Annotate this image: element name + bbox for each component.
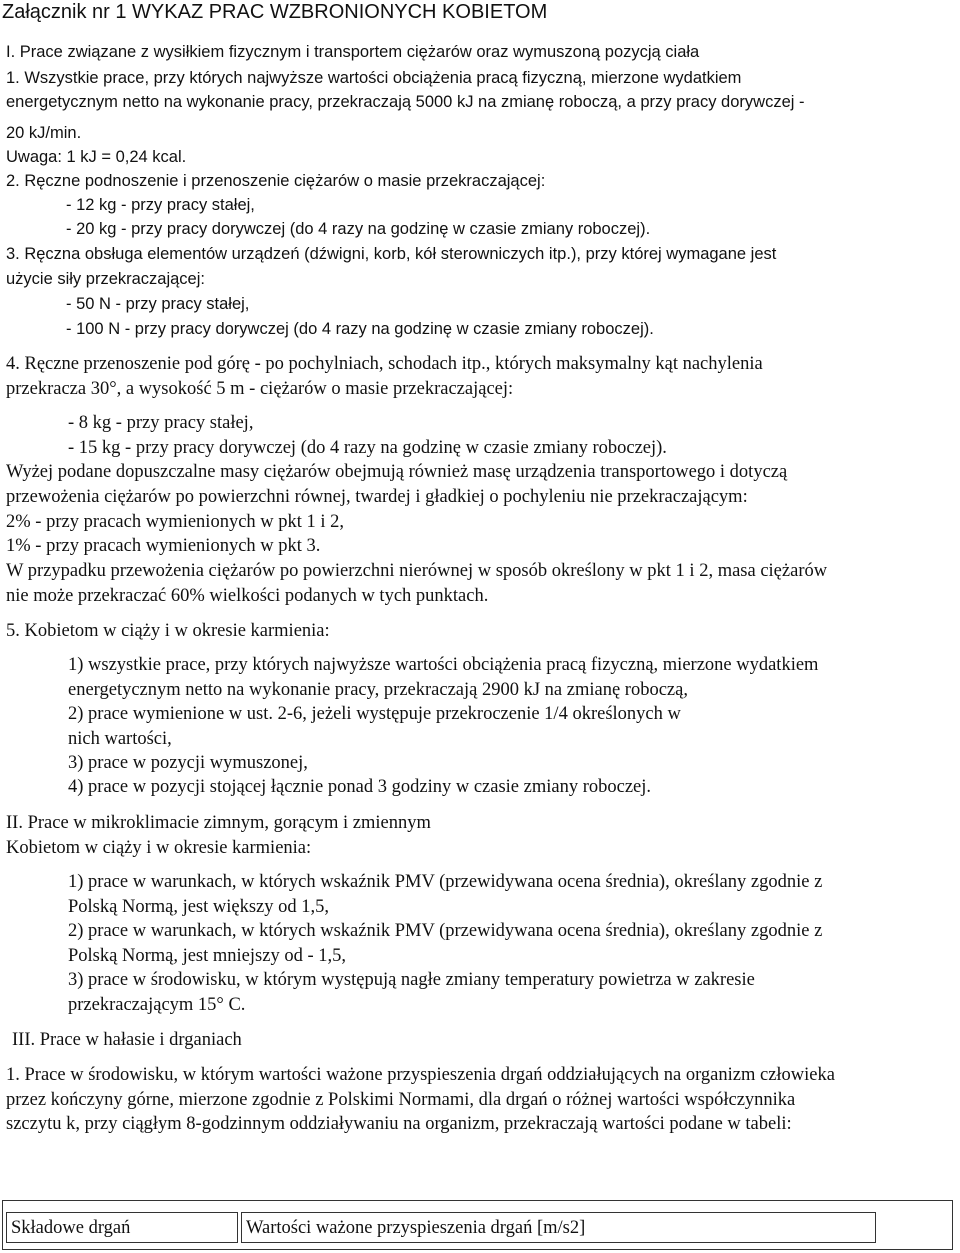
paragraph-line: przekracza 30°, a wysokość 5 m - ciężarów o masie przekraczającej: [6, 379, 514, 399]
list-item-continuation: Polską Normą, jest większy od 1,5, [68, 897, 330, 917]
list-item: - 20 kg - przy pracy dorywczej (do 4 razy na godzinę w czasie zmiany roboczej). [66, 220, 651, 238]
paragraph-line: przewożenia ciężarów po powierzchni równej, twardej i gładkiej o pochyleniu nie przekraczającym: [6, 487, 748, 507]
note-line: Uwaga: 1 kJ = 0,24 kcal. [6, 148, 187, 166]
paragraph-line: przez kończyny górne, mierzone zgodnie z Polskimi Normami, dla drgań o różnej wartości współczynnika [6, 1090, 796, 1110]
paragraph-line: 3. Ręczna obsługa elementów urządzeń (dźwigni, korb, kół sterowniczych itp.), przy której wymagane jest [6, 245, 777, 263]
list-item: 2) prace wymienione w ust. 2-6, jeżeli występuje przekroczenie 1/4 określonych w [68, 704, 681, 724]
list-item: 1) wszystkie prace, przy których najwyższe wartości obciążenia pracą fizyczną, mierzone wydatkiem [68, 655, 819, 675]
paragraph-line: Wyżej podane dopuszczalne masy ciężarów obejmują również masę urządzenia transportowego i dotyczą [6, 462, 788, 482]
list-item-continuation: energetycznym netto na wykonanie pracy, przekraczają 2900 kJ na zmianę roboczą, [68, 680, 688, 700]
paragraph-line: 2% - przy pracach wymienionych w pkt 1 i 2, [6, 512, 345, 532]
paragraph-line: 1. Wszystkie prace, przy których najwyższe wartości obciążenia pracą fizyczną, mierzone wydatkiem [6, 69, 742, 87]
list-item-continuation: nich wartości, [68, 729, 172, 749]
list-item: - 15 kg - przy pracy dorywczej (do 4 razy na godzinę w czasie zmiany roboczej). [68, 438, 667, 458]
section-1-heading: I. Prace związane z wysiłkiem fizycznym i transportem ciężarów oraz wymuszoną pozycją ciała [6, 43, 700, 61]
paragraph-line: szczytu k, przy ciągłym 8-godzinnym oddziaływaniu na organizm, przekraczają wartości podane w tabeli: [6, 1114, 792, 1134]
list-item: 4) prace w pozycji stojącej łącznie ponad 3 godziny w czasie zmiany roboczej. [68, 777, 652, 797]
paragraph-line: 1% - przy pracach wymienionych w pkt 3. [6, 536, 321, 556]
paragraph-line: W przypadku przewożenia ciężarów po powierzchni nierównej w sposób określony w pkt 1 i 2, masa ciężarów [6, 561, 828, 581]
paragraph-line: 1. Prace w środowisku, w którym wartości ważone przyspieszenia drgań oddziałujących na organizm człowieka [6, 1065, 835, 1085]
list-item: 1) prace w warunkach, w których wskaźnik PMV (przewidywana ocena średnia), określany zgodnie z [68, 872, 823, 892]
paragraph-line: 4. Ręczne przenoszenie pod górę - po pochylniach, schodach itp., których maksymalny kąt nachylenia [6, 354, 763, 374]
vibration-table [2, 1200, 953, 1250]
paragraph-line: 2. Ręczne podnoszenie i przenoszenie ciężarów o masie przekraczającej: [6, 172, 546, 190]
section-3-heading: III. Prace w hałasie i drganiach [12, 1030, 242, 1050]
table-header-cell: Składowe drgań [6, 1212, 238, 1243]
list-item: - 50 N - przy pracy stałej, [66, 295, 250, 313]
table-header-cell: Wartości ważone przyspieszenia drgań [m/s2] [241, 1212, 876, 1243]
list-item: 2) prace w warunkach, w których wskaźnik PMV (przewidywana ocena średnia), określany zgodnie z [68, 921, 823, 941]
section-2-subheading: Kobietom w ciąży i w okresie karmienia: [6, 838, 312, 858]
paragraph-line: nie może przekraczać 60% wielkości podanych w tych punktach. [6, 586, 489, 606]
list-item: - 8 kg - przy pracy stałej, [68, 413, 254, 433]
list-item-continuation: przekraczającym 15° C. [68, 995, 246, 1015]
list-item: - 12 kg - przy pracy stałej, [66, 196, 255, 214]
page-title: Załącznik nr 1 WYKAZ PRAC WZBRONIONYCH KOBIETOM [2, 1, 548, 23]
paragraph-line: energetycznym netto na wykonanie pracy, przekraczają 5000 kJ na zmianę roboczą, a przy pracy dorywczej - [6, 93, 805, 111]
list-item: 3) prace w środowisku, w którym występują nagłe zmiany temperatury powietrza w zakresie [68, 970, 755, 990]
paragraph-heading: 5. Kobietom w ciąży i w okresie karmienia: [6, 621, 330, 641]
section-2-heading: II. Prace w mikroklimacie zimnym, gorącym i zmiennym [6, 813, 431, 833]
paragraph-line: 20 kJ/min. [6, 124, 82, 142]
list-item: 3) prace w pozycji wymuszonej, [68, 753, 308, 773]
paragraph-line: użycie siły przekraczającej: [6, 270, 205, 288]
list-item: - 100 N - przy pracy dorywczej (do 4 razy na godzinę w czasie zmiany roboczej). [66, 320, 654, 338]
list-item-continuation: Polską Normą, jest mniejszy od - 1,5, [68, 946, 346, 966]
